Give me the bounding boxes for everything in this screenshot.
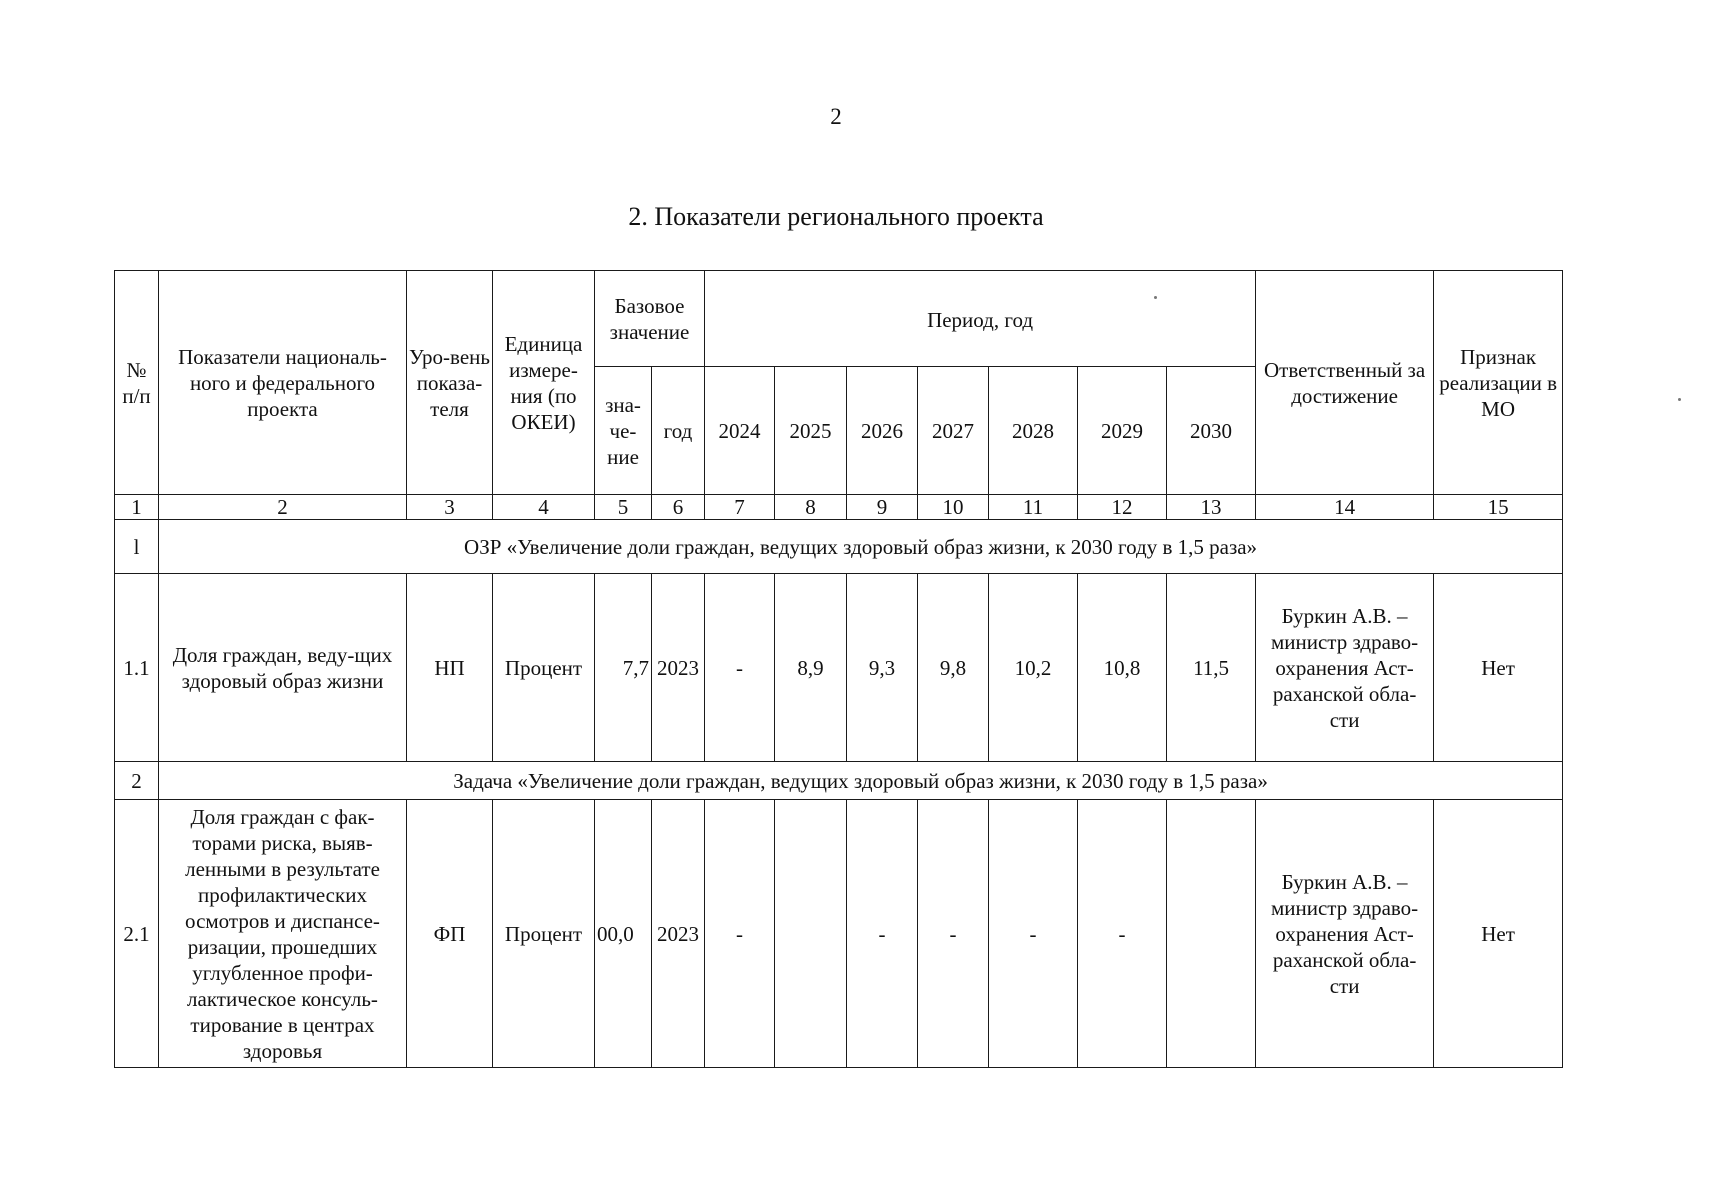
- header-year-2030: 2030: [1167, 367, 1256, 495]
- header-year-2026: 2026: [847, 367, 918, 495]
- row-base-value: 00,0: [597, 921, 634, 946]
- header-period: Период, год: [705, 271, 1256, 367]
- row-value-2024: -: [705, 574, 775, 762]
- row-value-2026: -: [847, 800, 918, 1068]
- column-number: 8: [775, 495, 847, 520]
- column-number: 5: [595, 495, 652, 520]
- row-number: 2.1: [115, 800, 159, 1068]
- column-number: 12: [1078, 495, 1167, 520]
- row-indicator: Доля граждан с фак-торами риска, выяв-ленными в результате профилактических осмотров и диспансе-ризации, прошедших углубленное профи-лактическое консуль-тирование в центрах здоровья: [159, 800, 407, 1068]
- column-number: 4: [493, 495, 595, 520]
- row-value-2029: -: [1078, 800, 1167, 1068]
- page-number: 2: [830, 104, 842, 129]
- row-indicator: Доля граждан, веду-щих здоровый образ жизни: [159, 574, 407, 762]
- column-number: 9: [847, 495, 918, 520]
- row-sign: Нет: [1434, 800, 1563, 1068]
- section-title: Задача «Увеличение доли граждан, ведущих здоровый образ жизни, к 2030 году в 1,5 раза»: [159, 762, 1563, 800]
- row-value-2025: 8,9: [775, 574, 847, 762]
- column-numbers-row: [115, 495, 1563, 520]
- header-level: Уро-вень показа-теля: [407, 271, 493, 495]
- section-row: [115, 520, 1563, 574]
- column-number: 6: [652, 495, 705, 520]
- column-number: 2: [159, 495, 407, 520]
- scan-dot: [1154, 296, 1157, 299]
- column-number: 3: [407, 495, 493, 520]
- section-number: l: [115, 520, 159, 574]
- table-row: [115, 800, 1563, 1068]
- row-number: 1.1: [115, 574, 159, 762]
- column-number: 10: [918, 495, 989, 520]
- scan-dot: [1678, 398, 1681, 401]
- header-base-year: год: [652, 367, 705, 495]
- row-value-2026: 9,3: [847, 574, 918, 762]
- column-number: 1: [115, 495, 159, 520]
- row-base-year: 2023: [652, 574, 705, 762]
- row-value-2028: 10,2: [989, 574, 1078, 762]
- header-year-2024: 2024: [705, 367, 775, 495]
- column-number: 15: [1434, 495, 1563, 520]
- row-value-2027: -: [918, 800, 989, 1068]
- row-responsible: Буркин А.В. – министр здраво-охранения Аст-раханской обла-сти: [1256, 574, 1434, 762]
- header-sign: Признак реализации в МО: [1434, 271, 1563, 495]
- header-responsible: Ответственный за достижение: [1256, 271, 1434, 495]
- row-value-2027: 9,8: [918, 574, 989, 762]
- header-base-value: зна-че-ние: [595, 367, 652, 495]
- section-row: [115, 762, 1563, 800]
- header-year-2029: 2029: [1078, 367, 1167, 495]
- row-base-value-cell: [595, 800, 652, 1068]
- table-row: [115, 574, 1563, 762]
- header-unit: Единица измере-ния (по ОКЕИ): [493, 271, 595, 495]
- header-year-2027: 2027: [918, 367, 989, 495]
- row-responsible: Буркин А.В. – министр здраво-охранения Аст-раханской обла-сти: [1256, 800, 1434, 1068]
- row-value-2029: 10,8: [1078, 574, 1167, 762]
- row-sign: Нет: [1434, 574, 1563, 762]
- row-value-2028: -: [989, 800, 1078, 1068]
- header-row-1: [115, 271, 1563, 367]
- header-year-2028: 2028: [989, 367, 1078, 495]
- header-base: Базовое значение: [595, 271, 705, 367]
- row-value-2030: 11,5: [1167, 574, 1256, 762]
- header-year-2025: 2025: [775, 367, 847, 495]
- section-title: ОЗР «Увеличение доли граждан, ведущих здоровый образ жизни, к 2030 году в 1,5 раза»: [159, 520, 1563, 574]
- column-number: 7: [705, 495, 775, 520]
- row-value-2030: [1167, 800, 1256, 1068]
- row-unit: Процент: [493, 800, 595, 1068]
- row-value-2025: [775, 800, 847, 1068]
- column-number: 13: [1167, 495, 1256, 520]
- row-base-value: 7,7: [595, 574, 652, 762]
- section-number: 2: [115, 762, 159, 800]
- header-indicators: Показатели националь-ного и федерального проекта: [159, 271, 407, 495]
- page-title: 2. Показатели регионального проекта: [628, 202, 1044, 231]
- column-number: 11: [989, 495, 1078, 520]
- row-level: НП: [407, 574, 493, 762]
- row-value-2024: -: [705, 800, 775, 1068]
- indicators-table: [114, 270, 1563, 1068]
- row-unit: Процент: [493, 574, 595, 762]
- header-no: № п/п: [115, 271, 159, 495]
- row-level: ФП: [407, 800, 493, 1068]
- row-base-year: 2023: [652, 800, 705, 1068]
- column-number: 14: [1256, 495, 1434, 520]
